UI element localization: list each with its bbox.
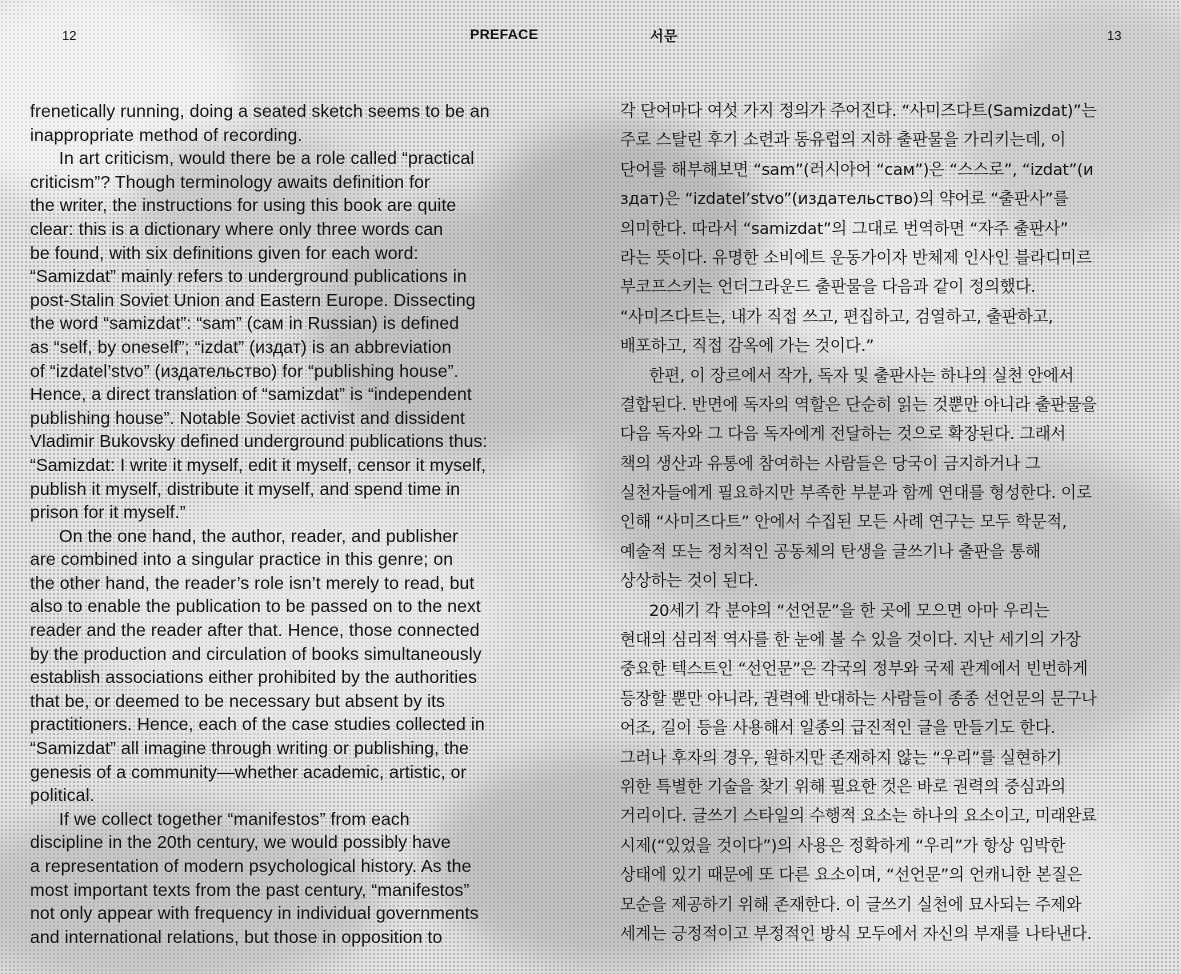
body-line: Vladimir Bukovsky defined underground publications thus:: [30, 431, 488, 452]
body-line: “Samizdat: I write it myself, edit it myself, censor it myself,: [30, 454, 487, 475]
body-line: criticism”? Though terminology awaits definition for: [30, 171, 430, 192]
body-line: post-Stalin Soviet Union and Eastern Europe. Dissecting: [30, 289, 476, 310]
body-line: practitioners. Hence, each of the case studies collected in: [30, 714, 485, 735]
body-line: Hence, a direct translation of “samizdat” is “independent: [30, 384, 472, 405]
korean-text-column: [620, 96, 1160, 948]
body-line: by the production and circulation of books simultaneously: [30, 643, 482, 664]
body-line: 어조, 길이 등을 사용해서 일종의 급진적인 글을 만들기도 한다.: [620, 718, 1056, 738]
body-line: 등장할 뿐만 아니라, 권력에 반대하는 사람들이 종종 선언문의 문구나: [620, 688, 1097, 708]
body-line: the other hand, the reader’s role isn’t merely to read, but: [30, 572, 475, 593]
body-line: 거리이다. 글쓰기 스타일의 수행적 요소는 하나의 요소이고, 미래완료: [620, 806, 1097, 826]
body-line: 예술적 또는 정치적인 공동체의 탄생을 글쓰기나 출판을 통해: [620, 541, 1041, 561]
body-line: 상태에 있기 때문에 또 다른 요소이며, “선언문”의 언캐니한 본질은: [620, 865, 1083, 885]
body-line: that be, or deemed to be necessary but absent by its: [30, 690, 445, 711]
body-line: 라는 뜻이다. 유명한 소비에트 운동가이자 반체제 인사인 블라디미르: [620, 247, 1092, 267]
body-line: 상상하는 것이 된다.: [620, 571, 759, 591]
body-line: reader and the reader after that. Hence, those connected: [30, 620, 480, 641]
body-line: of “izdatel’stvo” (издательство) for “publishing house”.: [30, 360, 459, 381]
right-page-number: 13: [1107, 28, 1122, 43]
body-line: political.: [30, 785, 95, 806]
body-line: 결합된다. 반면에 독자의 역할은 단순히 읽는 것뿐만 아니라 출판물을: [620, 394, 1097, 414]
body-line: be found, with six definitions given for each word:: [30, 242, 419, 263]
body-line: frenetically running, doing a seated sketch seems to be an: [30, 101, 490, 121]
right-running-title: 서문: [650, 28, 678, 44]
english-text-column: [30, 100, 570, 949]
left-running-title: PREFACE: [470, 26, 539, 42]
body-line: 그러나 후자의 경우, 원하지만 존재하지 않는 “우리”를 실현하기: [620, 747, 1062, 767]
paragraph-first-line: If we collect together “manifestos” from each: [59, 808, 410, 829]
body-line: are combined into a singular practice in this genre; on: [30, 549, 454, 570]
body-line: also to enable the publication to be passed on to the next: [30, 596, 481, 617]
paragraph-first-line: 한편, 이 장르에서 작가, 독자 및 출판사는 하나의 실천 안에서: [649, 365, 1074, 385]
body-line: 세계는 긍정적이고 부정적인 방식 모두에서 자신의 부재를 나타낸다.: [620, 923, 1092, 943]
body-line: 다음 독자와 그 다음 독자에게 전달하는 것으로 확장된다. 그래서: [620, 424, 1066, 444]
body-line: 중요한 텍스트인 “선언문”은 각국의 정부와 국제 관계에서 빈번하게: [620, 659, 1088, 679]
body-line: prison for it myself.”: [30, 502, 186, 523]
paragraph-first-line: 20세기 각 분야의 “선언문”을 한 곳에 모으면 아마 우리는: [649, 600, 1050, 620]
body-line: most important texts from the past century, “manifestos”: [30, 879, 470, 900]
body-line: “사미즈다트는, 내가 직접 쓰고, 편집하고, 검열하고, 출판하고,: [620, 306, 1054, 326]
body-line: publishing house”. Notable Soviet activist and dissident: [30, 407, 465, 428]
body-line: as “self, by oneself”; “izdat” (издат) is an abbreviation: [30, 336, 452, 357]
left-page-number: 12: [62, 28, 77, 43]
body-line: clear: this is a dictionary where only three words can: [30, 218, 444, 239]
body-line: 주로 스탈린 후기 소련과 동유럽의 지하 출판물을 가리키는데, 이: [620, 130, 1066, 150]
body-line: 각 단어마다 여섯 가지 정의가 주어진다. “사미즈다트(Samizdat)”는: [620, 101, 1097, 120]
body-line: “Samizdat” mainly refers to underground publications in: [30, 266, 467, 287]
paragraph-first-line: On the one hand, the author, reader, and publisher: [59, 525, 459, 546]
body-line: 책의 생산과 유통에 참여하는 사람들은 당국이 금지하거나 그: [620, 453, 1041, 473]
body-line: the writer, the instructions for using this book are quite: [30, 195, 457, 216]
body-line: the word “samizdat”: “sam” (сам in Russian) is defined: [30, 313, 460, 334]
body-line: inappropriate method of recording.: [30, 124, 303, 145]
body-line: discipline in the 20th century, we would possibly have: [30, 832, 451, 853]
body-line: genesis of a community—whether academic, artistic, or: [30, 761, 467, 782]
body-line: 단어를 해부해보면 “sam”(러시아어 “сам”)은 “스스로”, “izdat”(и: [620, 159, 1094, 179]
body-line: 위한 특별한 기술을 찾기 위해 필요한 것은 바로 권력의 중심과의: [620, 776, 1066, 796]
body-line: 실천자들에게 필요하지만 부족한 부분과 함께 연대를 형성한다. 이로: [620, 483, 1092, 503]
body-line: 인해 “사미즈다트” 안에서 수집된 모든 사례 연구는 모두 학문적,: [620, 512, 1067, 532]
body-line: 배포하고, 직접 감옥에 가는 것이다.”: [620, 336, 874, 356]
body-line: a representation of modern psychological history. As the: [30, 856, 472, 876]
body-line: 의미한다. 따라서 “samizdat”의 그대로 번역하면 “자주 출판사”: [620, 218, 1069, 238]
body-line: establish associations either prohibited by the authorities: [30, 667, 477, 688]
paragraph-first-line: In art criticism, would there be a role called “practical: [59, 148, 475, 169]
body-line: здат)은 “izdatel’stvo”(издательство)의 약어로 “출판사”를: [620, 189, 1069, 209]
body-line: 현대의 심리적 역사를 한 눈에 볼 수 있을 것이다. 지난 세기의 가장: [620, 630, 1081, 650]
body-line: not only appear with frequency in individual governments: [30, 903, 479, 924]
body-line: and international relations, but those in opposition to: [30, 926, 443, 947]
body-line: “Samizdat” all imagine through writing or publishing, the: [30, 738, 469, 759]
body-line: 부코프스키는 언더그라운드 출판물을 다음과 같이 정의했다.: [620, 277, 1036, 297]
body-line: 시제(“있었을 것이다”)의 사용은 정확하게 “우리”가 항상 임박한: [620, 835, 1066, 855]
body-line: publish it myself, distribute it myself, and spend time in: [30, 478, 461, 499]
body-line: 모순을 제공하기 위해 존재한다. 이 글쓰기 실천에 묘사되는 주제와: [620, 894, 1082, 914]
